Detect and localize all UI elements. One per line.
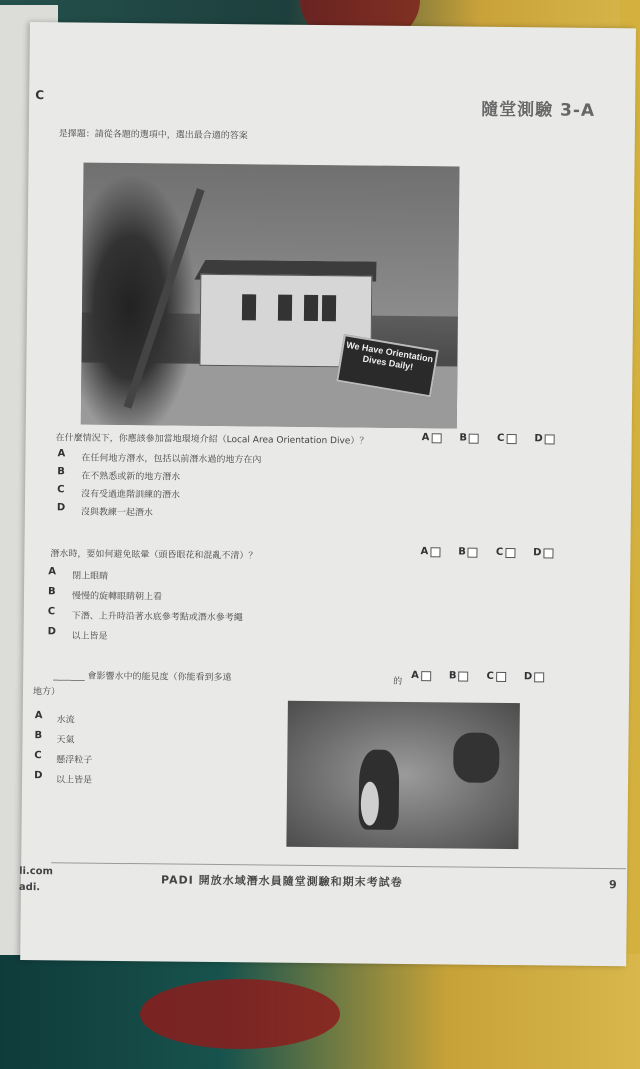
underwater-visibility-photo <box>286 701 520 849</box>
question-2-answer-boxes <box>420 546 553 558</box>
q3-option-text: 懸浮粒子 <box>56 755 93 766</box>
q2-option-letter: B <box>47 586 56 598</box>
q1-choice-b[interactable]: B <box>459 433 479 444</box>
q1-option-letter: A <box>57 448 66 460</box>
q1-option-letter: C <box>57 484 65 496</box>
question-3-answer-boxes <box>411 670 544 682</box>
question-1-answer-boxes <box>422 432 555 444</box>
checkbox-icon[interactable] <box>468 547 478 557</box>
palm-foliage <box>81 163 204 426</box>
checkbox-icon[interactable] <box>543 548 553 558</box>
q1-option-text: 在任何地方潛水，包括以前潛水過的地方在內 <box>81 453 262 466</box>
checkbox-icon[interactable] <box>505 548 515 558</box>
instruction-text: 是擇題：請從各題的選項中，選出最合適的答案 <box>58 129 248 142</box>
question-3-text-mid: 的 <box>393 676 403 687</box>
worksheet-page <box>20 22 636 966</box>
house-window <box>278 295 292 321</box>
checkbox-icon[interactable] <box>545 434 555 444</box>
q3-choice-a[interactable]: A <box>411 670 431 681</box>
checkbox-icon[interactable] <box>431 433 441 443</box>
diver-figure-background <box>453 732 500 782</box>
orientation-dive-sign: We Have Orientation Dives Daily! <box>336 334 439 397</box>
house-window <box>304 295 318 321</box>
q2-option-letter: C <box>47 606 56 618</box>
q3-choice-d[interactable]: D <box>524 671 544 682</box>
q3-option-text: 天氣 <box>56 735 75 746</box>
q2-choice-d[interactable]: D <box>533 547 553 558</box>
question-3-text: _______ 會影響水中的能見度（你能看到多遠 <box>53 671 232 684</box>
house-window <box>242 294 256 320</box>
q1-choice-a[interactable]: A <box>422 432 442 443</box>
q3-choice-c[interactable]: C <box>486 671 505 682</box>
q1-option-text: 在不熟悉或新的地方潛水 <box>81 471 181 483</box>
footer-fragment: li.com <box>19 865 54 878</box>
q1-option-letter: D <box>56 502 66 514</box>
checkbox-icon[interactable] <box>421 671 431 681</box>
q2-option-text: 閉上眼睛 <box>72 571 109 582</box>
page-number: 9 <box>608 878 617 892</box>
checkbox-icon[interactable] <box>496 671 506 681</box>
q3-option-text: 水流 <box>56 715 75 726</box>
q2-option-text: 慢慢的旋轉眼睛朝上看 <box>71 591 163 603</box>
checkbox-icon[interactable] <box>469 433 479 443</box>
house-window <box>322 295 336 321</box>
q2-option-text: 下潛、上升時沿著水底參考點或潛水參考繩 <box>71 611 243 624</box>
beach-house-photo <box>81 163 460 429</box>
question-2-text: 潛水時，要如何避免眩暈（頭昏眼花和混亂不清）？ <box>50 549 258 562</box>
checkbox-icon[interactable] <box>534 672 544 682</box>
q1-option-letter: B <box>57 466 65 478</box>
q3-option-text: 以上皆是 <box>56 775 93 786</box>
q3-option-letter: A <box>34 710 43 722</box>
checkbox-icon[interactable] <box>506 434 516 444</box>
q2-option-letter: D <box>47 626 56 638</box>
q3-choice-b[interactable]: B <box>449 670 469 681</box>
q1-option-text: 沒與教練一起潛水 <box>80 507 153 519</box>
cloth-pattern-bottom <box>140 979 340 1049</box>
footer-fragment: adi. <box>18 881 41 894</box>
q2-option-text: 以上皆是 <box>71 631 108 642</box>
q1-option-text: 沒有受過進階訓練的潛水 <box>81 489 181 501</box>
checkbox-icon[interactable] <box>458 671 468 681</box>
q3-option-letter: B <box>34 730 43 742</box>
question-1-text: 在什麼情況下，你應該參加當地環境介紹（Local Area Orientation Dive）？ <box>55 433 369 447</box>
question-3-text-end: 地方） <box>32 687 61 698</box>
q2-choice-c[interactable]: C <box>496 547 515 558</box>
q2-choice-b[interactable]: B <box>458 547 478 558</box>
q1-choice-c[interactable]: C <box>497 433 516 444</box>
q3-option-letter: D <box>34 770 43 782</box>
section-marker: C <box>35 88 45 103</box>
q2-option-letter: A <box>48 566 57 578</box>
q1-choice-d[interactable]: D <box>534 433 554 444</box>
q2-choice-a[interactable]: A <box>420 546 440 557</box>
page-header-title: 隨堂測驗 3-A <box>481 99 596 121</box>
footer-divider <box>51 862 626 869</box>
checkbox-icon[interactable] <box>430 547 440 557</box>
footer-title: PADI 開放水域潛水員隨堂測驗和期末考試卷 <box>160 873 403 889</box>
q3-option-letter: C <box>34 750 42 762</box>
